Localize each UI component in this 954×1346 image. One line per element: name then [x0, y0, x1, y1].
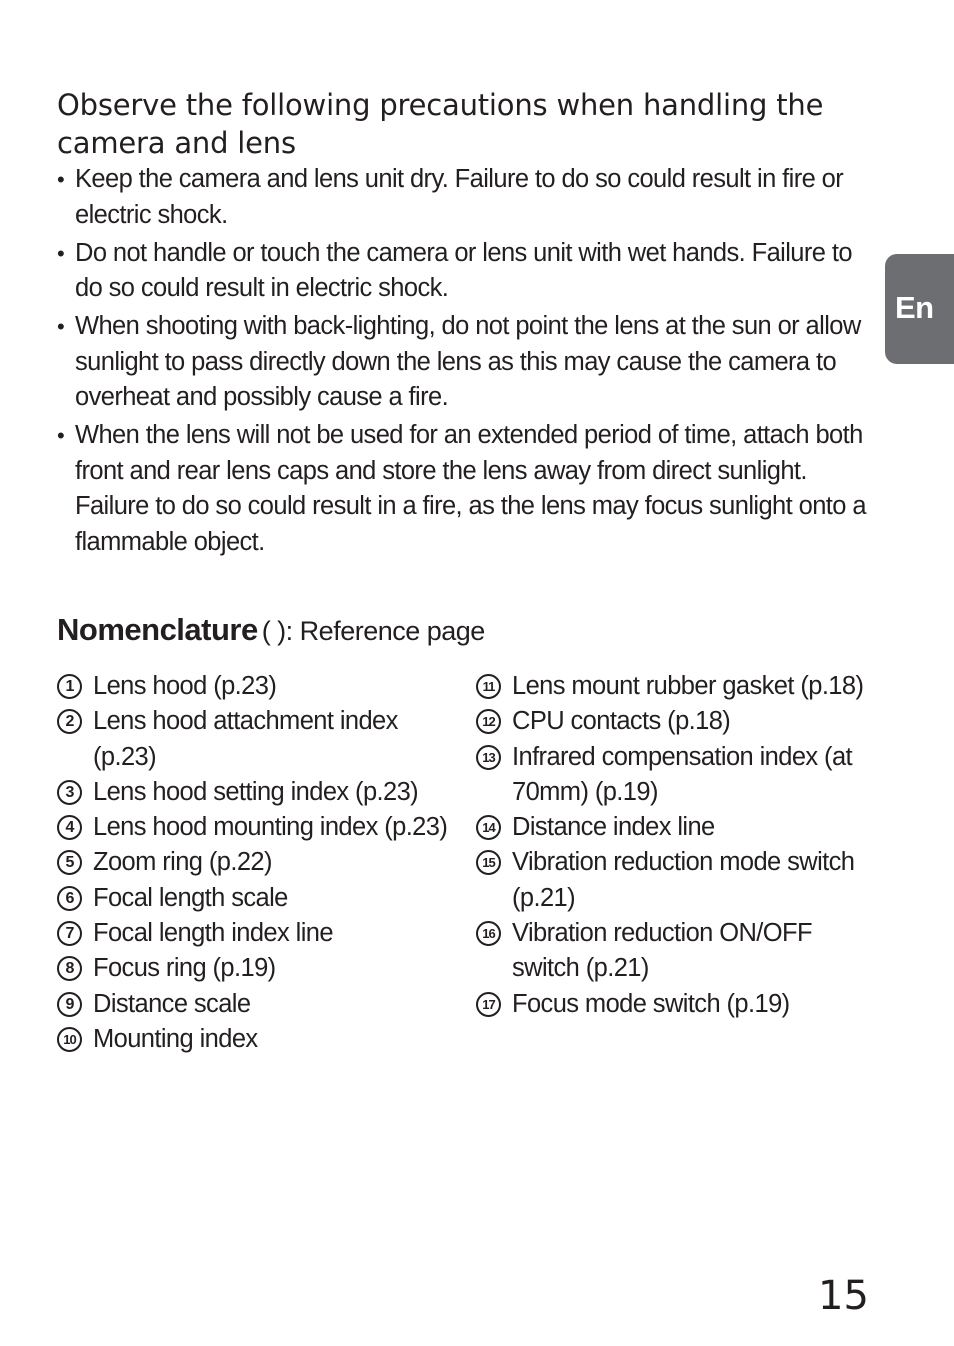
- part-item: [476, 916, 876, 987]
- circled-number-icon: 10: [57, 1027, 82, 1052]
- circled-number-icon: 13: [476, 745, 501, 770]
- part-item: [57, 669, 467, 704]
- part-item: [476, 845, 876, 916]
- circled-number-icon: 6: [57, 886, 82, 911]
- circled-number-icon: 11: [476, 674, 501, 699]
- part-label: Lens hood (p.23): [93, 672, 277, 700]
- part-item: [476, 704, 876, 739]
- part-label: Lens mount rubber gasket (p.18): [512, 672, 864, 700]
- nomenclature-heading: [57, 612, 485, 648]
- part-label: Lens hood attachment index (p.23): [93, 707, 398, 771]
- part-label: CPU contacts (p.18): [512, 707, 731, 736]
- circled-number-icon: 12: [476, 709, 501, 734]
- precaution-item: [57, 162, 867, 233]
- part-item: [57, 951, 467, 986]
- precaution-text: When shooting with back-lighting, do not point the lens at the sun or allow sunlight to pass directly down the lens as this may cause the camera to overheat and possibly cause a fire.: [75, 312, 861, 411]
- part-label: Lens hood setting index (p.23): [93, 777, 419, 806]
- language-tab: [885, 254, 954, 364]
- precaution-text: When the lens will not be used for an extended period of time, attach both front and rear lens caps and store the lens away from direct sunlight. Failure to do so could result in a fire, as the lens may focus sunlight onto a flammable object.: [75, 421, 866, 556]
- circled-number-icon: 1: [57, 674, 82, 699]
- part-label: Zoom ring (p.22): [93, 848, 272, 877]
- part-label: Focus mode switch (p.19): [512, 989, 790, 1018]
- precautions-heading: Observe the following precautions when handling the camera and lens: [57, 88, 824, 160]
- precaution-text: Keep the camera and lens unit dry. Failure to do so could result in fire or electric shock.: [75, 165, 844, 229]
- part-item: [57, 810, 467, 845]
- circled-number-icon: 7: [57, 921, 82, 946]
- precaution-item: [57, 309, 867, 416]
- part-item: [476, 740, 876, 811]
- language-tab-label: En: [895, 290, 934, 325]
- part-label: Lens hood mounting index (p.23): [93, 813, 448, 842]
- precaution-item: [57, 418, 867, 560]
- nomenclature-reference-label: : Reference page: [285, 616, 485, 646]
- part-item: [476, 810, 876, 845]
- bullet-icon: •: [57, 240, 65, 266]
- circled-number-icon: 14: [476, 815, 501, 840]
- precautions-list: [57, 162, 867, 563]
- part-item: [57, 1022, 467, 1057]
- nomenclature-right-column: [476, 669, 876, 1022]
- bullet-icon: •: [57, 167, 65, 192]
- precaution-text: Do not handle or touch the camera or lens unit with wet hands. Failure to do so could result in electric shock.: [75, 238, 852, 302]
- circled-number-icon: 3: [57, 780, 82, 805]
- circled-number-icon: 9: [57, 992, 82, 1017]
- part-item: [57, 987, 467, 1022]
- part-item: [57, 775, 467, 810]
- circled-number-icon: 2: [57, 709, 82, 734]
- nomenclature-title: Nomenclature: [57, 612, 258, 647]
- bullet-icon: •: [57, 314, 65, 339]
- nomenclature-left-column: [57, 669, 467, 1057]
- part-item: [57, 916, 467, 951]
- part-item: [476, 669, 876, 704]
- part-label: Infrared compensation index (at 70mm) (p.19): [512, 742, 853, 806]
- part-label: Distance index line: [512, 813, 715, 842]
- circled-number-icon: 15: [476, 850, 501, 875]
- circled-number-icon: 16: [476, 921, 501, 946]
- part-item: [57, 704, 467, 775]
- part-label: Focal length index line: [93, 919, 333, 948]
- part-item: [57, 845, 467, 880]
- circled-number-icon: 5: [57, 850, 82, 875]
- part-item: [476, 987, 876, 1022]
- precaution-item: [57, 236, 867, 307]
- part-label: Vibration reduction ON/OFF switch (p.21): [512, 919, 812, 983]
- part-label: Vibration reduction mode switch (p.21): [512, 848, 855, 912]
- circled-number-icon: 8: [57, 956, 82, 981]
- part-label: Distance scale: [93, 989, 251, 1018]
- part-item: [57, 881, 467, 916]
- part-label: Focal length scale: [93, 883, 288, 912]
- part-label: Mounting index: [93, 1024, 258, 1053]
- page-number: 15: [818, 1273, 869, 1319]
- circled-number-icon: 4: [57, 815, 82, 840]
- bullet-icon: •: [57, 423, 65, 448]
- circled-number-icon: 17: [476, 992, 501, 1017]
- part-label: Focus ring (p.19): [93, 954, 276, 983]
- nomenclature-paren: ( ): [261, 616, 286, 646]
